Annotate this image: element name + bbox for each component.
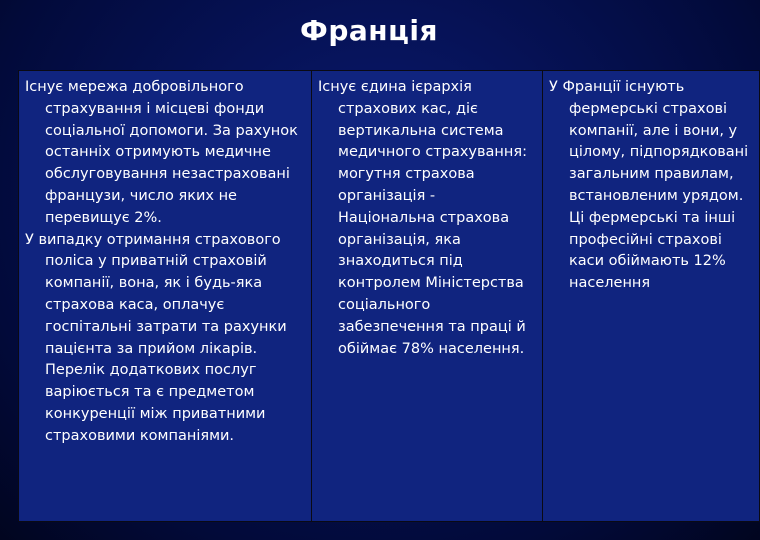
slide-title: Франція xyxy=(300,14,438,47)
cell-paragraph: Існує єдина ієрархія страхових кас, діє вертикальна система медичного страхування: могутня страхова організація - Національна страхова організація, яка знаходиться під контролем Міністерства соціального забезпечення та праці й обіймає 78% населення. xyxy=(318,79,527,357)
table-cell-farmer-insurance xyxy=(543,71,760,522)
table-cell-national-insurance xyxy=(312,71,543,522)
cell-paragraph: Існує мережа добровільного страхування і місцеві фонди соціальної допомоги. За рахунок останніх отримують медичне обслуговування незастраховані французи, число яких не перевищує 2%. xyxy=(25,79,298,226)
table-row xyxy=(19,71,760,522)
comparison-table xyxy=(18,70,760,522)
cell-paragraph: У випадку отримання страхового поліса у приватній страховій компанії, вона, як і будь-яка страхова каса, оплачує госпітальні затрати та рахунки пацієнта за прийом лікарів. Перелік додаткових послуг варіюється та є предметом конкуренції між приватними страховими компаніями. xyxy=(25,231,287,444)
table-cell-voluntary-insurance xyxy=(19,71,312,522)
cell-paragraph: У Франції існують фермерські страхові компанії, але і вони, у цілому, підпорядковані загальним правилам, встановленим урядом. Ці фермерські та інші професійні страхові каси обіймають 12% населення xyxy=(549,79,749,292)
